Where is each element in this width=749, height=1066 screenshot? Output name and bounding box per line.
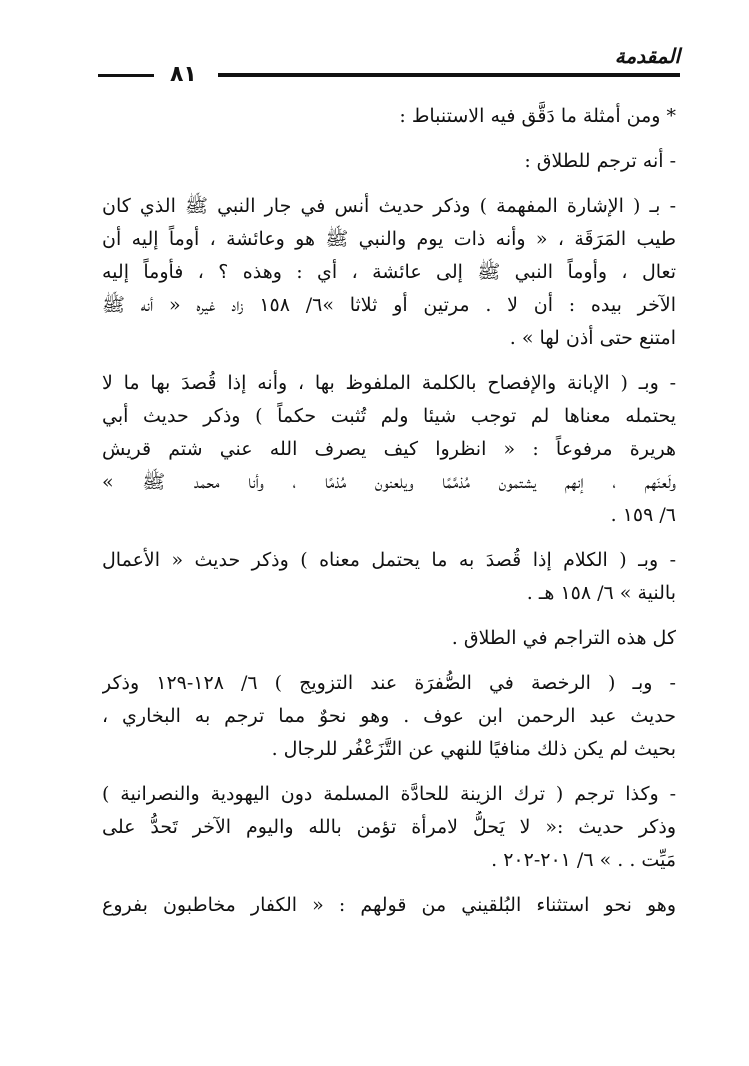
text-line: طيب المَرَقَة ، « وأنه ذات يوم والنبي ﷺ هو وعائشة ، أوماً إليه أن (102, 228, 676, 250)
page-number: ٨١ (170, 62, 197, 87)
paragraph-gap (102, 610, 676, 622)
text-line: وهو نحو استثناء البُلقيني من قولهم : « الكفار مخاطبون بفروع (102, 894, 676, 916)
text-line: - أنه ترجم للطلاق : (524, 150, 676, 172)
text-line: بحيث لم يكن ذلك منافيًا للنهي عن التَّزَعْفُر للرجال . (271, 738, 676, 760)
text-line: * ومن أمثلة ما دَقَّق فيه الاستنباط : (399, 105, 676, 127)
text-line: يحتمله معناها لم توجب شيئا ولم تُثبت حكماً ) وذكر حديث أبي (102, 405, 676, 427)
paragraph-gap (102, 655, 676, 667)
text-line: حديث عبد الرحمن ابن عوف . وهو نحوٌ مما ترجم به البخاري ، (102, 705, 676, 727)
paragraph (102, 367, 676, 532)
text-line: بالنية » ٦/ ١٥٨ هـ . (526, 582, 676, 604)
text-line: ٦/ ١٥٩ . (610, 504, 676, 526)
text-line: امتنع حتى أذن لها » . (509, 327, 676, 349)
text-line: تعال ، وأوماً النبي ﷺ إلى عائشة ، أي : وهذه ؟ ، فأوماً إليه (102, 261, 676, 283)
running-header (98, 42, 680, 92)
paragraph (102, 622, 676, 655)
paragraph (102, 667, 676, 766)
paragraph-gap (102, 355, 676, 367)
text-line: كل هذه التراجم في الطلاق . (451, 627, 676, 649)
paragraph (102, 889, 676, 922)
chapter-title: المقدمة (614, 44, 680, 68)
text-line: وذكر حديث :« لا يَحلُّ لامرأة تؤمن بالله واليوم الآخر تَحدُّ على (102, 816, 676, 838)
text-line: - وبـ ( الكلام إذا قُصدَ به ما يحتمل معناه ) وذكر حديث « الأعمال (102, 549, 676, 571)
paragraph-gap (102, 877, 676, 889)
paragraph-gap (102, 133, 676, 145)
paragraph (102, 778, 676, 877)
text-line: - وكذا ترجم ( ترك الزينة للحادَّة المسلمة دون اليهودية والنصرانية ) (102, 783, 676, 805)
text-line: - وبـ ( الرخصة في الصُّفرَة عند التزويج ) ٦/ ١٢٨-١٢٩ وذكر (102, 672, 676, 694)
text-line: الآخر بيده : أن لا . مرتين أو ثلاثا »٦/ ١٥٨ زاد غيره « أنه ﷺ (102, 294, 676, 316)
header-rule (218, 73, 680, 77)
paragraph (102, 145, 676, 178)
text-line: - وبـ ( الإبانة والإفصاح بالكلمة الملفوظ بها ، وأنه إذا قُصدَ بها ما لا (102, 372, 676, 394)
paragraph (102, 100, 676, 133)
paragraph-gap (102, 766, 676, 778)
text-line: مَيِّت . . » ٦/ ٢٠١-٢٠٢ . (491, 849, 676, 871)
header-rule-short (98, 74, 154, 77)
paragraph (102, 544, 676, 610)
text-line: - بـ ( الإشارة المفهمة ) وذكر حديث أنس في جار النبي ﷺ الذي كان (102, 195, 676, 217)
paragraph (102, 190, 676, 355)
paragraph-gap (102, 178, 676, 190)
page-body (102, 100, 676, 922)
text-line: هريرة مرفوعاً : « انظروا كيف يصرف الله عني شتم قريش (102, 438, 676, 460)
text-line: ولَعنَهم ، إنهم يشتمون مُذمَّمًا ويلعنون مُذمًا ، وأنا محمد ﷺ » (102, 471, 676, 493)
paragraph-gap (102, 532, 676, 544)
